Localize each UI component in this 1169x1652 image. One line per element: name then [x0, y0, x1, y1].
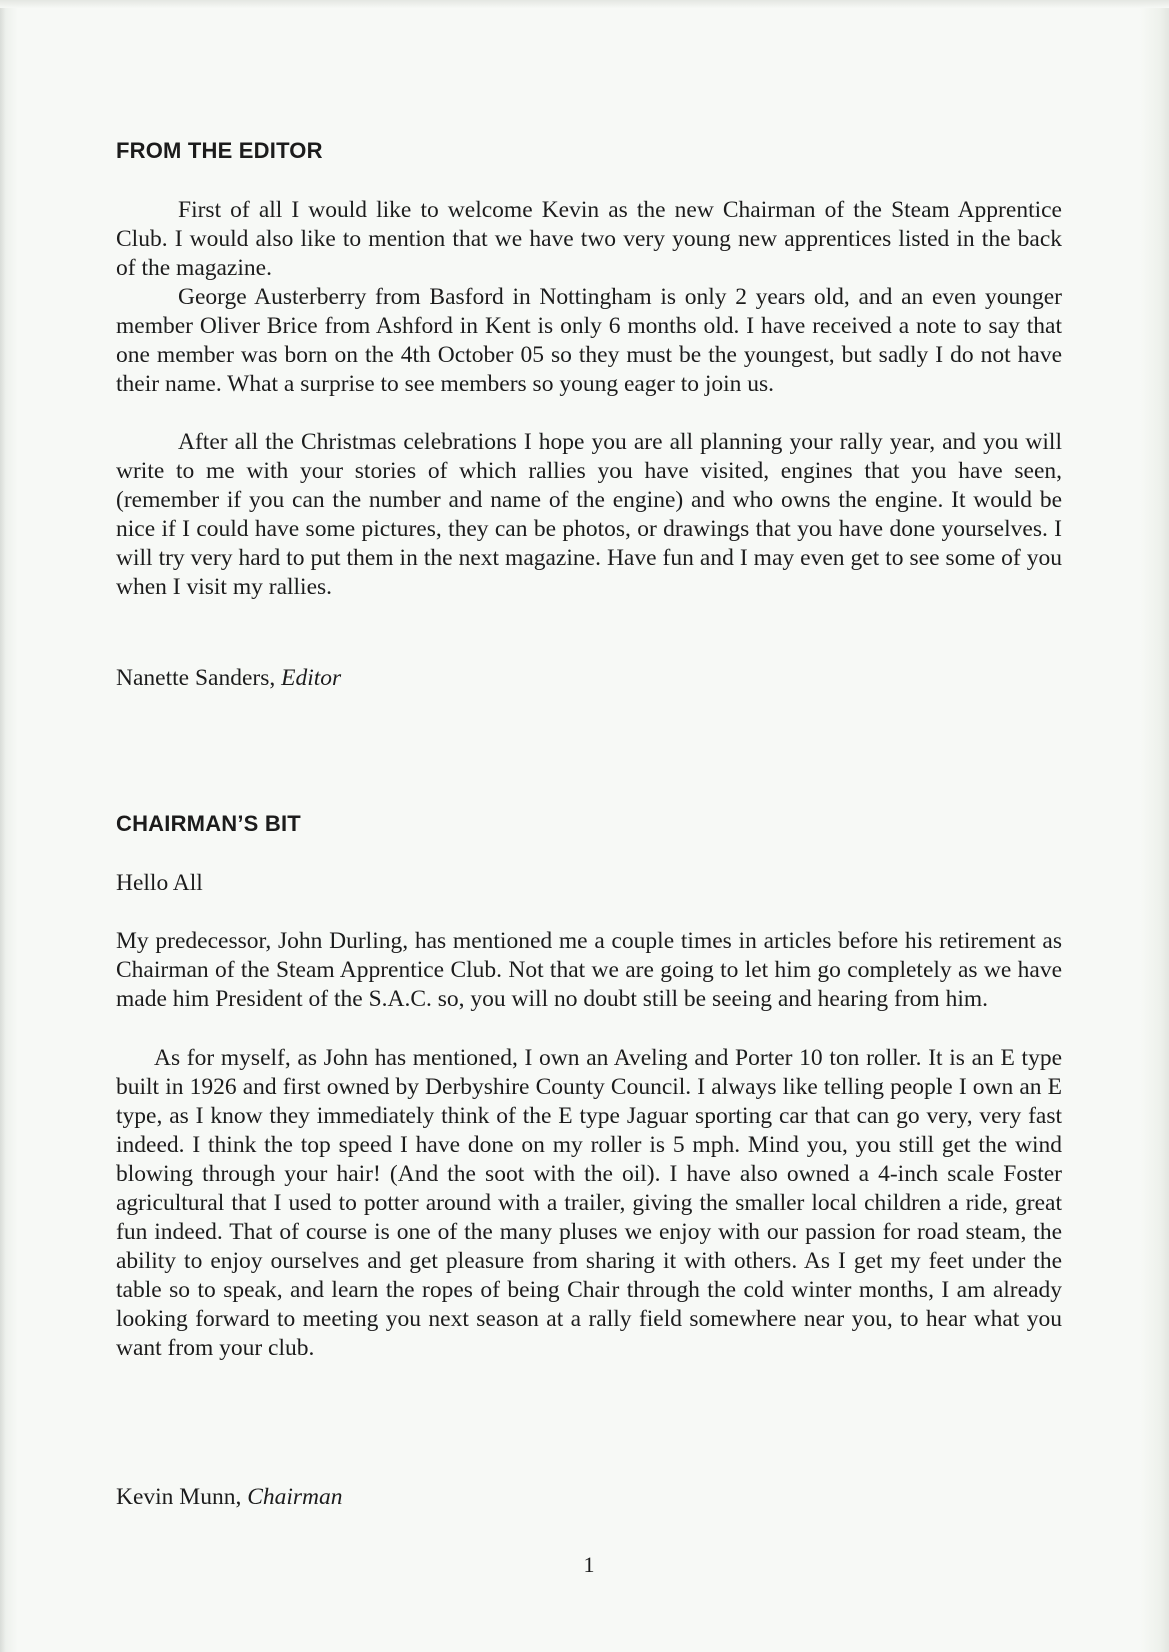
- chairman-signature-name: Kevin Munn,: [116, 1484, 242, 1510]
- page-top-edge: [0, 0, 1169, 8]
- chairman-paragraph-2: As for myself, as John has mentioned, I own an Aveling and Porter 10 ton roller. It is an E type built in 1926 and first owned by Derbyshire County Council. I always like telling people I own an E type, as I know they immediately think of the E type Jaguar sporting car that can go very, very fast indeed. I think the top speed I have done on my roller is 5 mph. Mind you, you still get the wind blowing through your hair! (And the soot with the oil). I have also owned a 4-inch scale Foster agricultural that I used to potter around with a trailer, giving the smaller local children a ride, great fun indeed. That of course is one of the many pluses we enjoy with our passion for road steam, the ability to enjoy ourselves and get pleasure from sharing it with others. As I get my feet under the table so to speak, and learn the ropes of being Chair through the cold winter months, I am already looking forward to meeting you next season at a rally field somewhere near you, to hear what you want from your club.: [116, 1045, 1062, 1361]
- editor-signature: [116, 665, 341, 692]
- chairman-heading: CHAIRMAN’S BIT: [116, 811, 301, 836]
- chairman-signature: [116, 1484, 343, 1511]
- editor-paragraph-2: George Austerberry from Basford in Nottingham is only 2 years old, and an even younger member Oliver Brice from Ashford in Kent is only 6 months old. I have received a note to say that one member was born on the 4th October 05 so they must be the youngest, but sadly I do not have their name. What a surprise to see members so young eager to join us.: [116, 284, 1062, 397]
- editor-signature-name: Nanette Sanders,: [116, 665, 276, 691]
- chairman-paragraph-1: My predecessor, John Durling, has mentioned me a couple times in articles before his retirement as Chairman of the Steam Apprentice Club. Not that we are going to let him go completely as we have made him President of the S.A.C. so, you will no doubt still be seeing and hearing from him.: [116, 928, 1062, 1012]
- chairman-greeting: Hello All: [116, 870, 203, 896]
- editor-signature-title: Editor: [281, 665, 342, 691]
- editor-heading: FROM THE EDITOR: [116, 138, 323, 163]
- editor-paragraph-1: First of all I would like to welcome Kevin as the new Chairman of the Steam Apprentice Club. I would also like to mention that we have two very young new apprentices listed in the back of the magazine.: [116, 197, 1062, 281]
- editor-paragraph-3: After all the Christmas celebrations I hope you are all planning your rally year, and you will write to me with your stories of which rallies you have visited, engines that you have seen, (remember if you can the number and name of the engine) and who owns the engine. It would be nice if I could have some pictures, they can be photos, or drawings that you have done yourselves. I will try very hard to put them in the next magazine. Have fun and I may even get to see some of you when I visit my rallies.: [116, 429, 1062, 600]
- chairman-signature-title: Chairman: [247, 1484, 343, 1510]
- page-number: 1: [583, 1552, 595, 1577]
